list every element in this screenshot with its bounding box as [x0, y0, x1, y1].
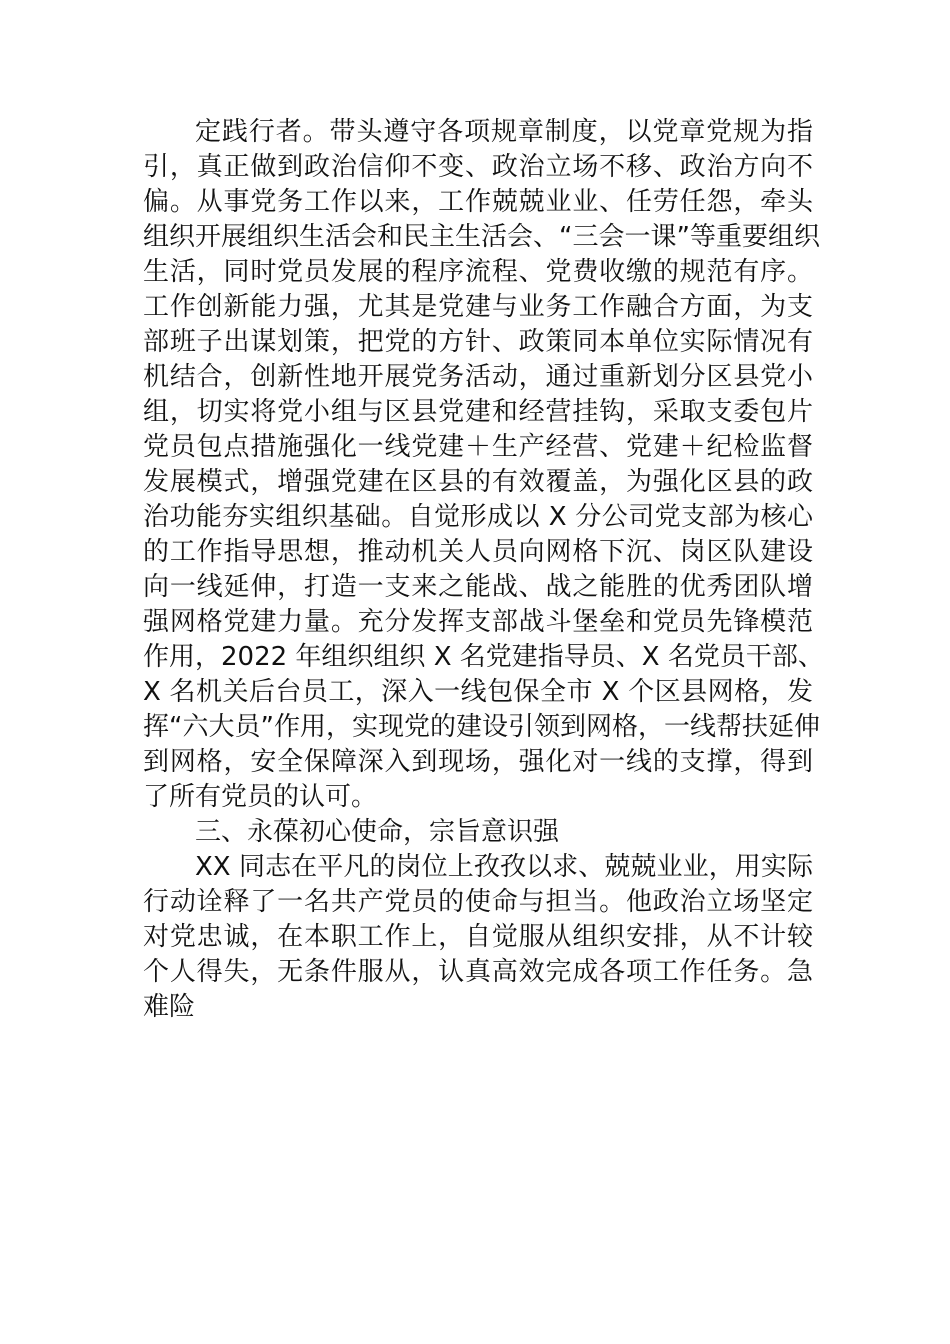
paragraph-line: 生活，同时党员发展的程序流程、党费收缴的规范有序。 [143, 257, 813, 287]
paragraph-line: 党员包点措施强化一线党建＋生产经营、党建＋纪检监督 [143, 432, 813, 462]
paragraph-line: 工作创新能力强，尤其是党建与业务工作融合方面，为支 [143, 292, 813, 322]
document-body [143, 115, 824, 1025]
paragraph-line: 到网格，安全保障深入到现场，强化对一线的支撑，得到 [143, 747, 813, 777]
paragraph-line: 定践行者。带头遵守各项规章制度，以党章党规为指 [195, 117, 813, 147]
paragraph-1 [143, 115, 824, 815]
paragraph-line: 作用，2022 年组织组织 X 名党建指导员、X 名党员干部、 [143, 642, 824, 672]
section-heading: 三、永葆初心使命，宗旨意识强 [195, 817, 560, 847]
paragraph-line: 治功能夯实组织基础。自觉形成以 X 分公司党支部为核心 [143, 502, 813, 532]
paragraph-line: 个人得失，无条件服从，认真高效完成各项工作任务。急 [143, 957, 813, 987]
paragraph-line: 组织开展组织生活会和民主生活会、“三会一课”等重要组织 [143, 222, 820, 252]
paragraph-line: 行动诠释了一名共产党员的使命与担当。他政治立场坚定 [143, 887, 813, 917]
paragraph-line: 发展模式，增强党建在区县的有效覆盖，为强化区县的政 [143, 467, 813, 497]
paragraph-line: 机结合，创新性地开展党务活动，通过重新划分区县党小 [143, 362, 813, 392]
paragraph-line: 偏。从事党务工作以来，工作兢兢业业、任劳任怨，牵头 [143, 187, 813, 217]
paragraph-line: 难险 [143, 992, 196, 1022]
paragraph-line: 挥“六大员”作用，实现党的建设引领到网格，一线帮扶延伸 [143, 712, 820, 742]
paragraph-line: X 名机关后台员工，深入一线包保全市 X 个区县网格，发 [143, 677, 813, 707]
paragraph-line: 组，切实将党小组与区县党建和经营挂钩，采取支委包片 [143, 397, 813, 427]
paragraph-line: 了所有党员的认可。 [143, 782, 378, 812]
paragraph-line: 引，真正做到政治信仰不变、政治立场不移、政治方向不 [143, 152, 813, 182]
paragraph-2 [143, 850, 813, 1025]
paragraph-line: 向一线延伸，打造一支来之能战、战之能胜的优秀团队增 [143, 572, 813, 602]
paragraph-line: 强网格党建力量。充分发挥支部战斗堡垒和党员先锋模范 [143, 607, 813, 637]
paragraph-line: 对党忠诚，在本职工作上，自觉服从组织安排，从不计较 [143, 922, 813, 952]
paragraph-line: 部班子出谋划策，把党的方针、政策同本单位实际情况有 [143, 327, 813, 357]
paragraph-line: 的工作指导思想，推动机关人员向网格下沉、岗区队建设 [143, 537, 813, 567]
paragraph-line: XX 同志在平凡的岗位上孜孜以求、兢兢业业，用实际 [195, 852, 813, 882]
